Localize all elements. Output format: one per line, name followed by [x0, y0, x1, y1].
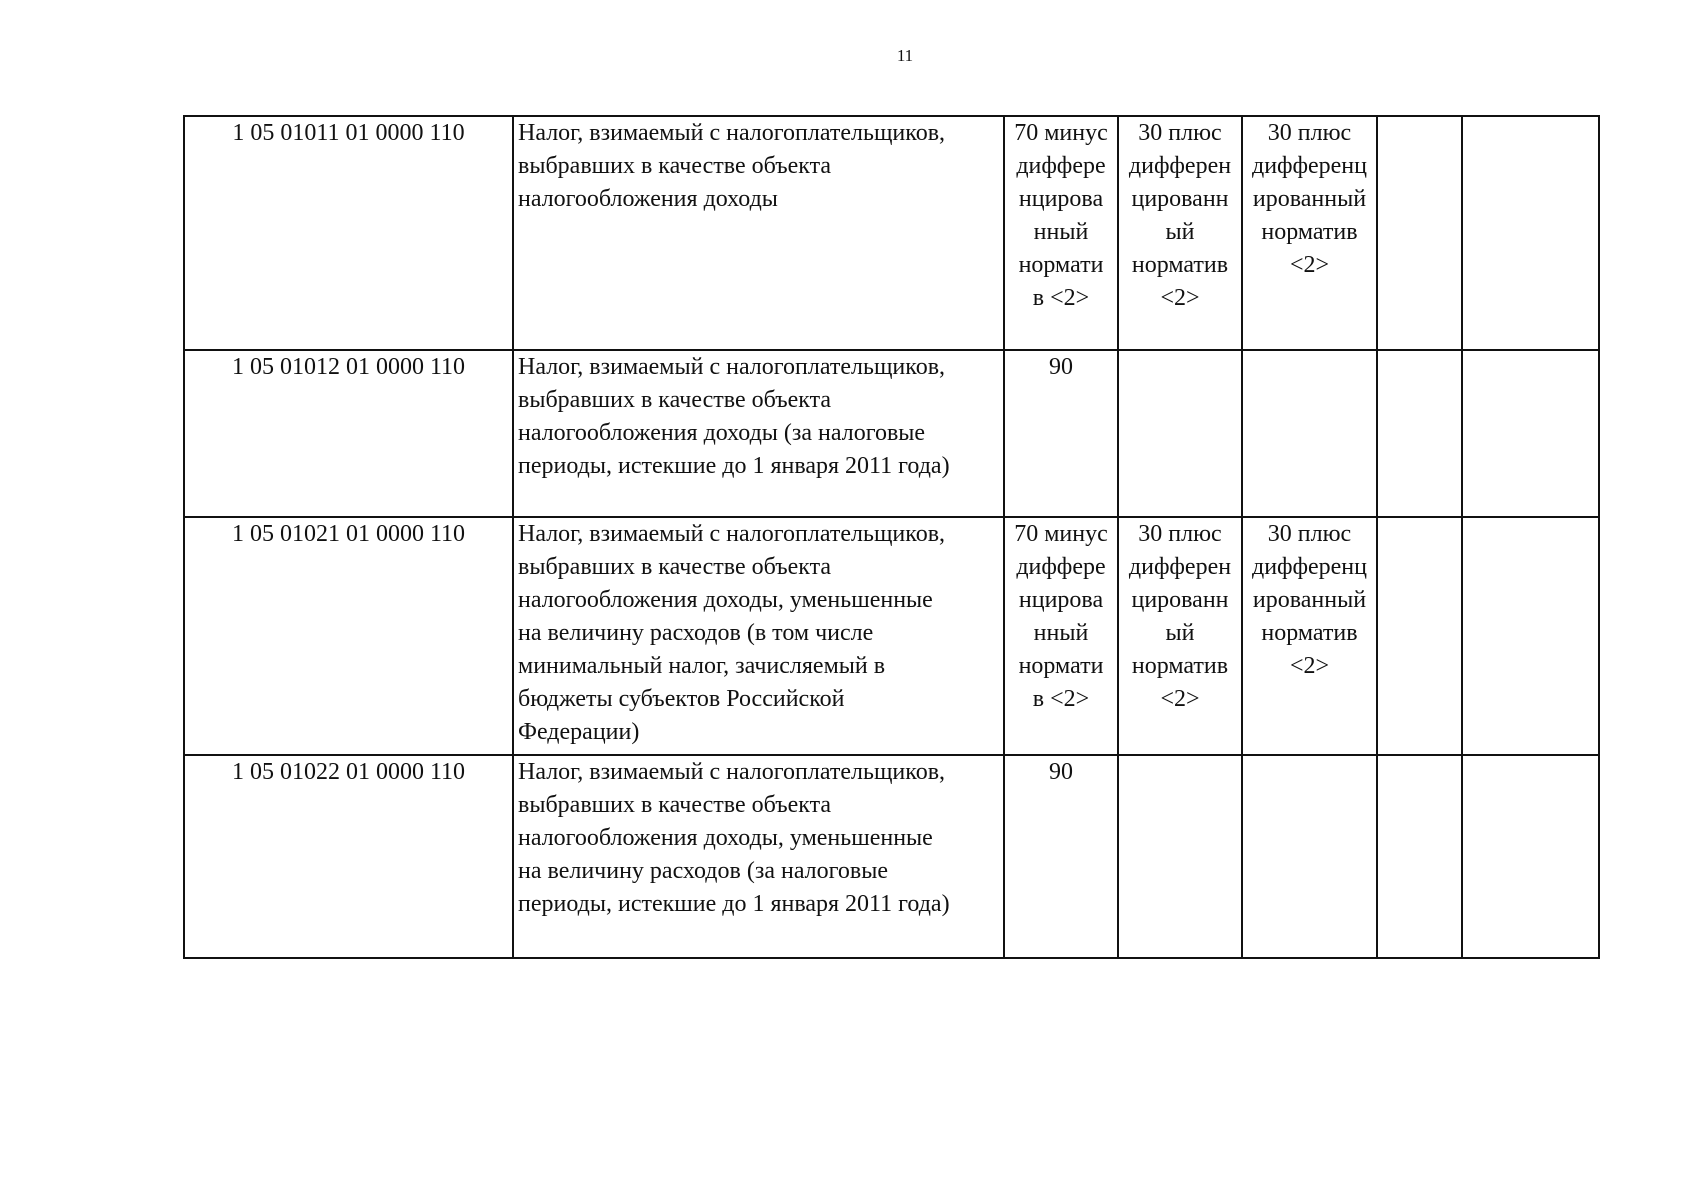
income-name-cell: Налог, взимаемый с налогоплательщиков, выбравших в качестве объекта налогообложения доходы: [513, 116, 1004, 350]
norm-cell-2: [1118, 350, 1242, 517]
norm-cell-3: 30 плюс дифференц ированный норматив <2>: [1242, 517, 1377, 755]
norm-cell-2: 30 плюс дифферен цированн ый норматив <2>: [1118, 517, 1242, 755]
norm-cell-4: [1377, 350, 1462, 517]
table-row: [184, 350, 1599, 517]
norm-cell-5: [1462, 755, 1599, 958]
income-name-cell: Налог, взимаемый с налогоплательщиков, выбравших в качестве объекта налогообложения доходы (за налоговые периоды, истекшие до 1 января 2011 года): [513, 350, 1004, 517]
income-name-cell: Налог, взимаемый с налогоплательщиков, выбравших в качестве объекта налогообложения доходы, уменьшенные на величину расходов (в том числе минимальный налог, зачисляемый в бюджеты субъектов Российской Федерации): [513, 517, 1004, 755]
norm-cell-5: [1462, 517, 1599, 755]
budget-code-cell: 1 05 01022 01 0000 110: [184, 755, 513, 958]
budget-classification-table: [183, 115, 1600, 959]
page-number: 11: [896, 46, 914, 65]
norm-cell-2: 30 плюс дифферен цированн ый норматив <2>: [1118, 116, 1242, 350]
table-row: [184, 517, 1599, 755]
income-name-cell: Налог, взимаемый с налогоплательщиков, выбравших в качестве объекта налогообложения доходы, уменьшенные на величину расходов (за налоговые периоды, истекшие до 1 января 2011 года): [513, 755, 1004, 958]
norm-cell-3: 30 плюс дифференц ированный норматив <2>: [1242, 116, 1377, 350]
norm-cell-2: [1118, 755, 1242, 958]
norm-cell-3: [1242, 350, 1377, 517]
norm-cell-1: 70 минус диффере нцирова нный нормати в <2>: [1004, 517, 1118, 755]
budget-code-cell: 1 05 01012 01 0000 110: [184, 350, 513, 517]
table-row: [184, 116, 1599, 350]
norm-cell-4: [1377, 116, 1462, 350]
norm-cell-1: 90: [1004, 755, 1118, 958]
table-row: [184, 755, 1599, 958]
norm-cell-1: 70 минус диффере нцирова нный нормати в <2>: [1004, 116, 1118, 350]
norm-cell-3: [1242, 755, 1377, 958]
budget-code-cell: 1 05 01011 01 0000 110: [184, 116, 513, 350]
norm-cell-4: [1377, 755, 1462, 958]
budget-code-cell: 1 05 01021 01 0000 110: [184, 517, 513, 755]
norm-cell-4: [1377, 517, 1462, 755]
norm-cell-1: 90: [1004, 350, 1118, 517]
norm-cell-5: [1462, 116, 1599, 350]
norm-cell-5: [1462, 350, 1599, 517]
